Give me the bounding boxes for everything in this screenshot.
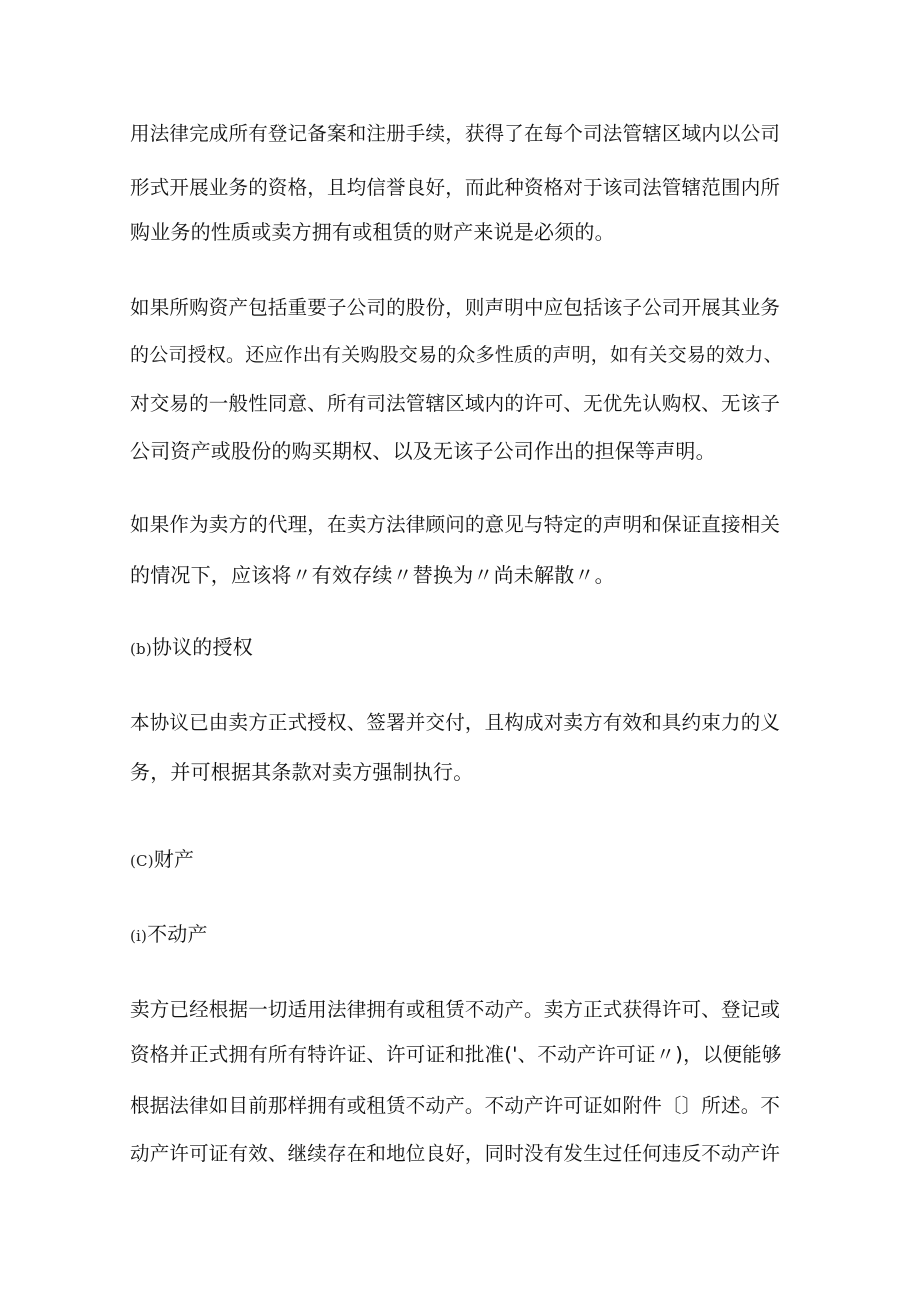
paragraph-3-line-2: 的情况下，应该将〃有效存续〃替换为〃尚未解散〃。 [130,563,615,587]
paragraph-5-line-2: 资格并正式拥有所有特许证、许可证和批准('、不动产许可证〃)，以便能够 [130,1043,782,1066]
paragraph-5-line-3: 根据法律如目前那样拥有或租赁不动产。不动产许可证如附件〔〕所述。不 [130,1094,781,1117]
paragraph-5-line-4: 动产许可证有效、继续存在和地位良好，同时没有发生过任何违反不动产许 [130,1142,781,1165]
paragraph-2-line-1: 如果所购资产包括重要子公司的股份，则声明中应包括该子公司开展其业务 [130,296,781,319]
section-heading-i [130,922,208,946]
paragraph-2-line-2: 的公司授权。还应作出有关购股交易的众多性质的声明，如有关交易的效力、 [130,344,783,366]
section-marker: (b) [130,640,152,658]
section-heading-c [130,847,194,871]
section-marker: (C) [130,852,154,870]
paragraph-1-line-2: 形式开展业务的资格，且均信誉良好，而此种资格对于该司法管辖范围内所 [130,176,781,199]
paragraph-4-line-1: 本协议已由卖方正式授权、签署并交付，且构成对卖方有效和具约束力的义 [130,711,781,734]
section-heading-text: 协议的授权 [151,635,253,659]
paragraph-1-line-3: 购业务的性质或卖方拥有或租赁的财产来说是必须的。 [130,220,615,244]
paragraph-3-line-1: 如果作为卖方的代理，在卖方法律顾问的意见与特定的声明和保证直接相关 [130,513,781,536]
paragraph-4-line-2: 务，并可根据其条款对卖方强制执行。 [130,760,474,784]
paragraph-2-line-3: 对交易的一般性同意、所有司法管辖区域内的许可、无优先认购权、无该子 [130,392,781,415]
paragraph-1-line-1: 用法律完成所有登记备案和注册手续，获得了在每个司法管辖区域内以公司 [130,122,781,145]
section-marker: (i) [130,927,148,945]
paragraph-2-line-4: 公司资产或股份的购买期权、以及无该子公司作出的担保等声明。 [130,439,716,463]
section-heading-text: 不动产 [147,922,208,946]
section-heading-b [130,635,253,659]
paragraph-5-line-1: 卖方已经根据一切适用法律拥有或租赁不动产。卖方正式获得许可、登记或 [130,998,781,1021]
section-heading-text: 财产 [153,847,195,871]
